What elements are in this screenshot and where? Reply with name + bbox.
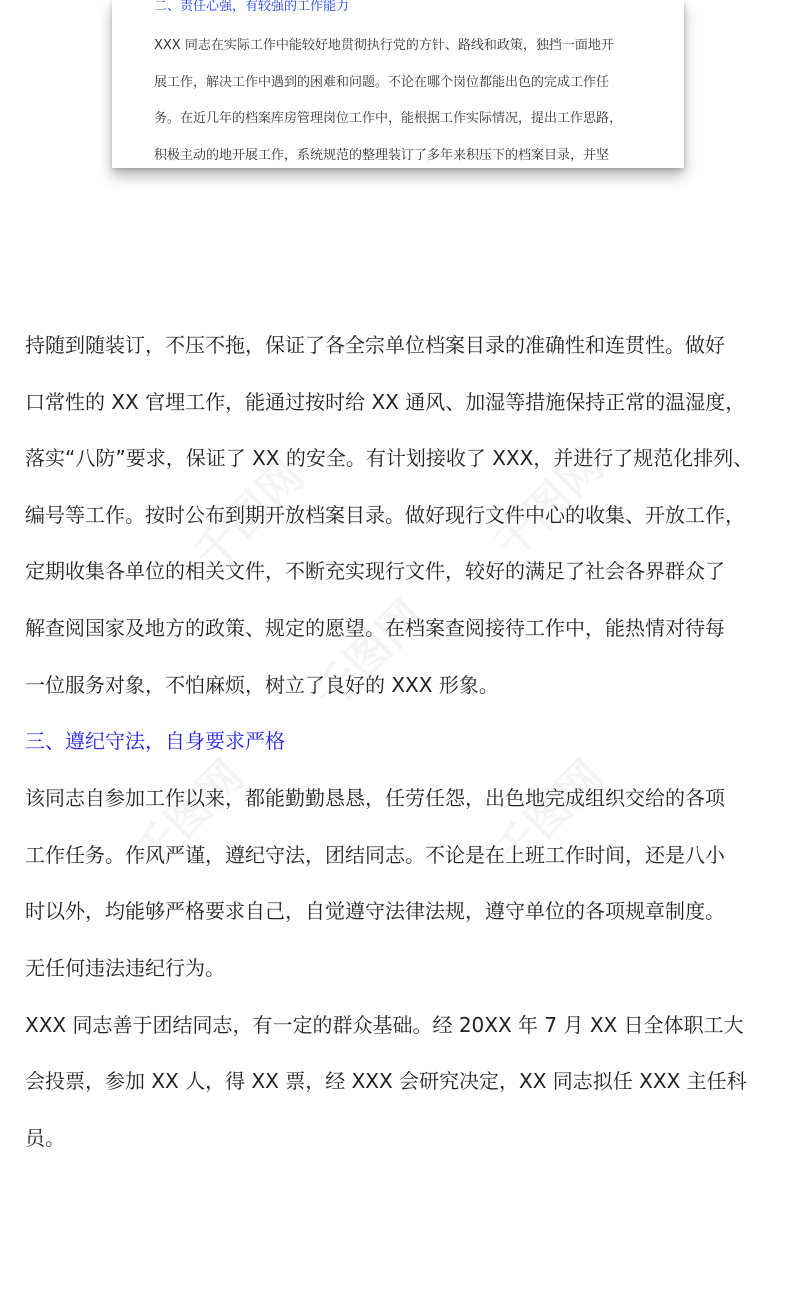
preview-section-heading: 二、责任心强，有较强的工作能力	[154, 0, 350, 14]
watermark: 千图网	[484, 440, 614, 570]
paragraph-line: 无任何违法违纪行为。	[25, 956, 225, 980]
paragraph-line: 工作任务。作风严谨，遵纪守法，团结同志。不论是在上班工作时间，还是八小	[25, 843, 725, 867]
watermark: 千图网	[484, 750, 614, 880]
paragraph-line: 定期收集各单位的相关文件，不断充实现行文件，较好的满足了社会各界群众了	[25, 559, 725, 583]
paragraph-line: 持随到随装订，不压不拖，保证了各全宗单位档案目录的准确性和连贯性。做好	[25, 333, 725, 357]
paragraph-line: 该同志自参加工作以来，都能勤勤恳恳，任劳任怨，出色地完成组织交给的各项	[25, 786, 725, 810]
paragraph-line: 解查阅国家及地方的政策、规定的愿望。在档案查阅接待工作中，能热情对待每	[25, 616, 725, 640]
preview-line: 积极主动的地开展工作，系统规范的整理装订了多年来积压下的档案目录，并坚	[154, 148, 610, 163]
paragraph-line: 编号等工作。按时公布到期开放档案目录。做好现行文件中心的收集、开放工作，	[25, 503, 745, 527]
paragraph-line: 口常性的 XX 官埋工作，能通过按时给 XX 通风、加湿等措施保持正常的温湿度，	[25, 390, 746, 414]
paragraph-line: 会投票，参加 XX 人，得 XX 票，经 XXX 会研究决定，XX 同志拟任 XXX 主任科	[25, 1069, 747, 1093]
watermark: 千图网	[124, 750, 254, 880]
preview-line: 展工作，解决工作中遇到的困难和问题。不论在哪个岗位都能出色的完成工作任	[154, 75, 610, 90]
paragraph-line: 时以外，均能够严格要求自己，自觉遵守法律法规，遵守单位的各项规章制度。	[25, 899, 725, 923]
preview-line: 务。在近几年的档案库房管理岗位工作中，能根据工作实际情况，提出工作思路，	[154, 111, 623, 126]
watermark: 千图网	[304, 590, 434, 720]
section-heading: 三、遵纪守法，自身要求严格	[25, 729, 285, 753]
preview-line: XXX 同志在实际工作中能较好地贯彻执行党的方针、路线和政策，独挡一面地开	[154, 38, 614, 53]
paragraph-line: 一位服务对象，不怕麻烦，树立了良好的 XXX 形象。	[25, 673, 499, 697]
document-preview-card	[112, 0, 684, 168]
paragraph-line: 员。	[25, 1126, 65, 1150]
watermark: 千图网	[184, 450, 314, 580]
paragraph-line: 落实“八防”要求，保证了 XX 的安全。有计划接收了 XXX，并进行了规范化排列、	[25, 446, 754, 470]
paragraph-line: XXX 同志善于团结同志，有一定的群众基础。经 20XX 年 7 月 XX 日全体职工大	[25, 1013, 744, 1037]
